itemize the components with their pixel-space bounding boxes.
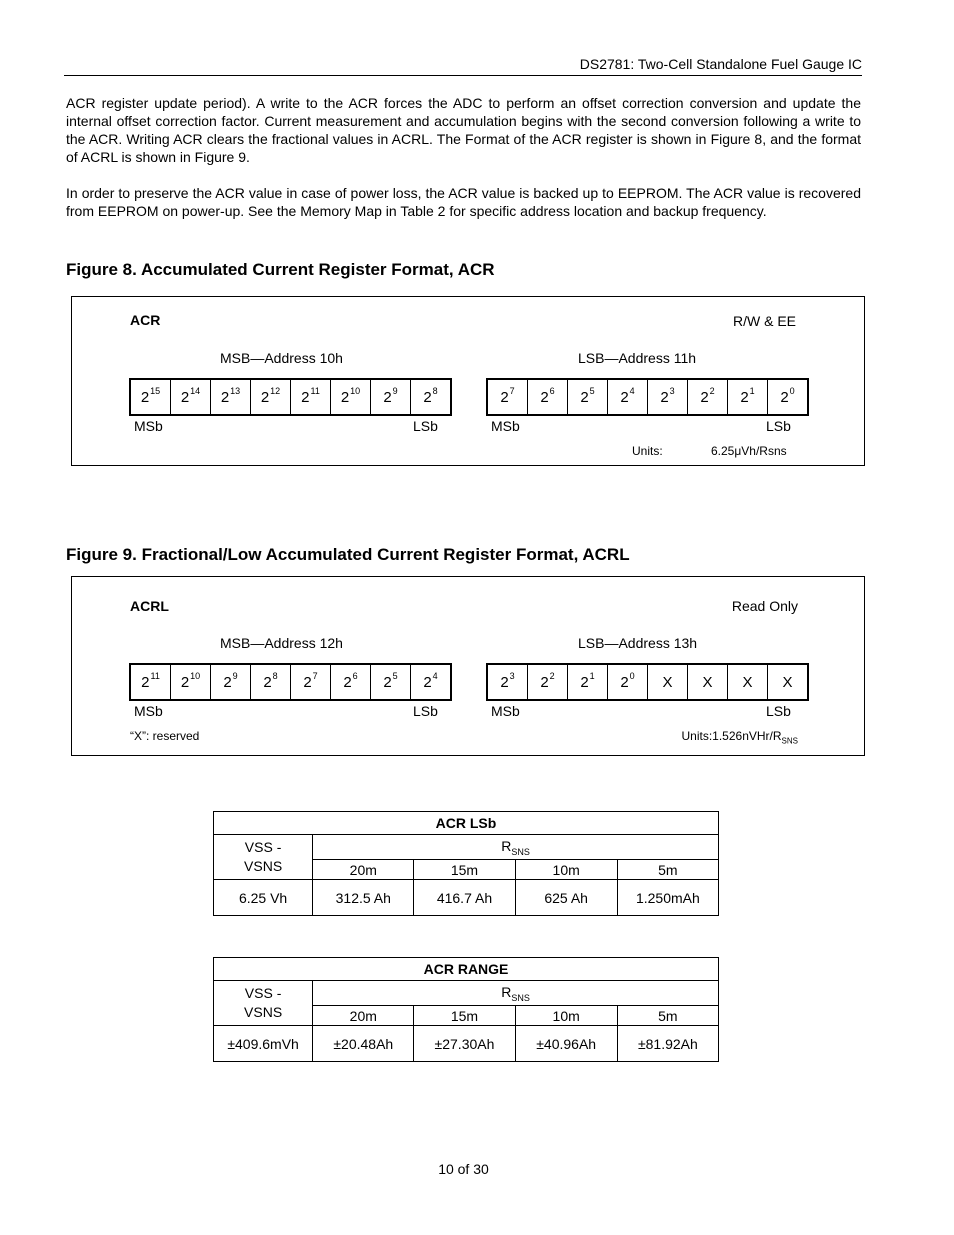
bit-exponent: 8	[272, 671, 278, 681]
register-bit-cell	[171, 380, 211, 414]
bit-exponent: 7	[509, 386, 515, 396]
rsns-r: R	[501, 837, 512, 854]
bit-base: 2	[540, 673, 549, 691]
rsns-r: R	[501, 983, 512, 1000]
column-header: 20m	[313, 860, 414, 880]
bit-exponent: 7	[312, 671, 318, 681]
register-bit-cell	[411, 665, 450, 699]
register-bit-cell	[488, 665, 528, 699]
bit-base: 2	[580, 673, 589, 691]
register-bit-cell	[648, 380, 688, 414]
register-bit-cell	[488, 380, 528, 414]
register-bit-cell	[648, 665, 688, 699]
bit-exponent: 4	[629, 386, 635, 396]
register-bit-cell	[211, 665, 251, 699]
register-name: ACRL	[130, 598, 169, 614]
lsb-address: LSB—Address 11h	[578, 350, 697, 366]
bit-base: 2	[540, 388, 549, 406]
reserved-bit: X	[662, 673, 673, 691]
bit-base: 2	[383, 673, 392, 691]
lsb-byte-lsb-label: LSb	[766, 418, 791, 434]
rsns-subscript: SNS	[511, 846, 530, 857]
rsns-header	[313, 981, 719, 1006]
register-name: ACR	[130, 312, 161, 328]
msb-byte-msb-label: MSb	[134, 418, 163, 434]
bit-exponent: 0	[629, 671, 635, 681]
register-bit-cell	[331, 665, 371, 699]
bit-base: 2	[620, 388, 629, 406]
bit-base: 2	[740, 388, 749, 406]
table-cell: 312.5 Ah	[313, 880, 414, 916]
lsb-register-byte	[486, 378, 809, 416]
bit-exponent: 2	[549, 671, 555, 681]
table-cell: ±81.92Ah	[617, 1026, 718, 1062]
bit-exponent: 2	[709, 386, 715, 396]
header-line-1: VSS -	[244, 985, 282, 1001]
bit-exponent: 6	[352, 671, 358, 681]
bit-base: 2	[700, 388, 709, 406]
register-bit-cell	[371, 665, 411, 699]
bit-exponent: 5	[392, 671, 398, 681]
paragraph-acr-write: ACR register update period). A write to the ACR forces the ADC to perform an offset correction conversion and update the internal offset correction factor. Current measurement and accumulation begins with the second conversion following a write to the ACR. Writing ACR clears the fractional values in ACRL. The Format of the ACR register is shown in Figure 8, and the format of ACRL is shown in Figure 9.	[66, 95, 861, 165]
register-bit-cell	[291, 665, 331, 699]
bit-exponent: 9	[232, 671, 238, 681]
page-number: 10 of 30	[438, 1161, 489, 1177]
register-bit-cell	[768, 380, 807, 414]
bit-exponent: 1	[749, 386, 755, 396]
table-cell: ±27.30Ah	[414, 1026, 515, 1062]
bit-base: 2	[223, 673, 232, 691]
register-bit-cell	[131, 380, 171, 414]
lsb-register-byte	[486, 663, 809, 701]
column-header: 5m	[617, 860, 718, 880]
bit-base: 2	[220, 388, 230, 406]
units-value: 6.25μVh/Rsns	[711, 444, 787, 458]
reserved-bit: X	[742, 673, 753, 691]
register-bit-cell	[728, 380, 768, 414]
msb-byte-lsb-label: LSb	[413, 703, 438, 719]
msb-address: MSB—Address 10h	[220, 350, 343, 366]
acr-range-table	[213, 957, 719, 1062]
bit-exponent: 11	[310, 386, 320, 396]
bit-base: 2	[620, 673, 629, 691]
register-bit-cell	[131, 665, 171, 699]
bit-exponent: 4	[432, 671, 438, 681]
register-bit-cell	[211, 380, 251, 414]
header-line-1: VSS -	[244, 839, 282, 855]
reserved-note: “X”: reserved	[130, 729, 200, 743]
lsb-byte-msb-label: MSb	[491, 703, 520, 719]
units-value	[682, 729, 799, 745]
register-bit-cell	[688, 665, 728, 699]
column-header: 5m	[617, 1006, 718, 1026]
figure-9-box	[71, 576, 865, 756]
msb-address: MSB—Address 12h	[220, 635, 343, 651]
reserved-bit: X	[702, 673, 713, 691]
figure-8-title: Figure 8. Accumulated Current Register Format, ACR	[66, 260, 495, 279]
register-bit-cell	[608, 665, 648, 699]
table-cell: ±20.48Ah	[313, 1026, 414, 1062]
bit-base: 2	[301, 388, 310, 406]
bit-base: 2	[260, 388, 270, 406]
figure-9-title: Figure 9. Fractional/Low Accumulated Current Register Format, ACRL	[66, 545, 630, 564]
lsb-byte-msb-label: MSb	[491, 418, 520, 434]
register-bit-cell	[371, 380, 411, 414]
column-header: 10m	[515, 1006, 617, 1026]
reserved-bit: X	[782, 673, 793, 691]
register-bit-cell	[688, 380, 728, 414]
register-bit-cell	[568, 665, 608, 699]
bit-exponent: 13	[230, 386, 241, 396]
bit-exponent: 15	[150, 386, 161, 396]
bit-exponent: 3	[669, 386, 675, 396]
table-cell: 1.250mAh	[617, 880, 718, 916]
vss-vsns-header	[214, 835, 313, 880]
msb-byte-lsb-label: LSb	[413, 418, 438, 434]
bit-base: 2	[500, 388, 509, 406]
register-access: Read Only	[731, 598, 798, 614]
bit-exponent: 10	[190, 671, 201, 681]
bit-exponent: 3	[509, 671, 515, 681]
bit-base: 2	[303, 673, 312, 691]
units-subscript: SNS	[781, 736, 798, 746]
bit-base: 2	[383, 388, 392, 406]
register-bit-cell	[251, 380, 291, 414]
bit-base: 2	[423, 388, 432, 406]
bit-base: 2	[140, 388, 150, 406]
bit-exponent: 5	[589, 386, 595, 396]
acr-lsb-table	[213, 811, 719, 916]
bit-base: 2	[180, 673, 190, 691]
msb-register-byte	[129, 663, 452, 701]
bit-base: 2	[263, 673, 272, 691]
row-label: ±409.6mVh	[214, 1026, 313, 1062]
lsb-address: LSB—Address 13h	[578, 635, 698, 651]
bit-base: 2	[340, 388, 350, 406]
figure-8-box	[71, 296, 865, 466]
units-label: Units:	[632, 444, 663, 458]
bit-base: 2	[180, 388, 190, 406]
register-bit-cell	[768, 665, 807, 699]
bit-exponent: 11	[150, 671, 160, 681]
bit-exponent: 10	[350, 386, 361, 396]
register-bit-cell	[171, 665, 211, 699]
msb-byte-msb-label: MSb	[134, 703, 163, 719]
register-bit-cell	[608, 380, 648, 414]
bit-exponent: 9	[392, 386, 398, 396]
bit-base: 2	[141, 673, 150, 691]
bit-base: 2	[580, 388, 589, 406]
column-header: 15m	[414, 1006, 515, 1026]
bit-exponent: 1	[589, 671, 595, 681]
bit-base: 2	[423, 673, 432, 691]
bit-base: 2	[500, 673, 509, 691]
column-header: 10m	[515, 860, 617, 880]
bit-base: 2	[780, 388, 789, 406]
register-bit-cell	[411, 380, 450, 414]
table-title: ACR RANGE	[214, 958, 719, 981]
column-header: 15m	[414, 860, 515, 880]
bit-exponent: 6	[549, 386, 555, 396]
page-header: DS2781: Two-Cell Standalone Fuel Gauge IC	[64, 56, 862, 76]
bit-exponent: 0	[789, 386, 795, 396]
column-header: 20m	[313, 1006, 414, 1026]
table-cell: ±40.96Ah	[515, 1026, 617, 1062]
msb-register-byte	[129, 378, 452, 416]
register-bit-cell	[331, 380, 371, 414]
register-bit-cell	[291, 380, 331, 414]
bit-base: 2	[343, 673, 352, 691]
table-cell: 416.7 Ah	[414, 880, 515, 916]
register-access: R/W & EE	[732, 313, 796, 329]
bit-exponent: 8	[432, 386, 438, 396]
rsns-header	[313, 835, 719, 860]
table-cell: 625 Ah	[515, 880, 617, 916]
bit-exponent: 12	[270, 386, 281, 396]
header-line-2: VSNS	[244, 1004, 283, 1020]
bit-exponent: 14	[190, 386, 201, 396]
header-line-2: VSNS	[244, 858, 283, 874]
register-bit-cell	[528, 665, 568, 699]
bit-base: 2	[660, 388, 669, 406]
register-bit-cell	[728, 665, 768, 699]
lsb-byte-lsb-label: LSb	[766, 703, 791, 719]
rsns-subscript: SNS	[511, 992, 530, 1003]
row-label: 6.25 Vh	[214, 880, 313, 916]
units-text: Units:1.526nVHr/R	[681, 729, 782, 743]
table-title: ACR LSb	[214, 812, 719, 835]
register-bit-cell	[528, 380, 568, 414]
register-bit-cell	[251, 665, 291, 699]
vss-vsns-header	[214, 981, 313, 1026]
paragraph-acr-backup: In order to preserve the ACR value in case of power loss, the ACR value is backed up to EEPROM. The ACR value is recovered from EEPROM on power-up. See the Memory Map in Table 2 for specific address location and backup frequency.	[66, 185, 861, 219]
register-bit-cell	[568, 380, 608, 414]
